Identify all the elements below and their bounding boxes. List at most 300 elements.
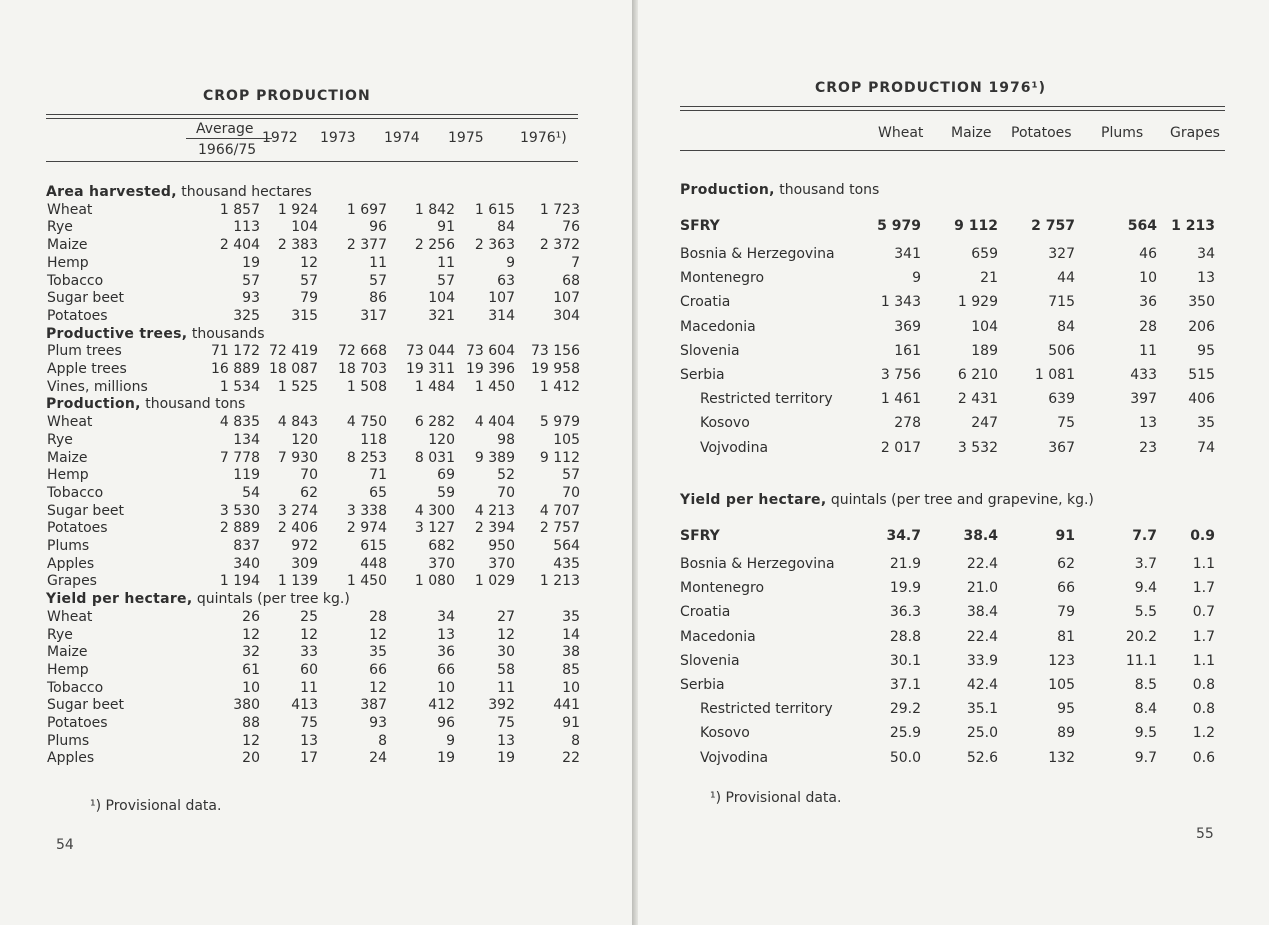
- table-cell: 9: [912, 270, 921, 287]
- table-cell: 341: [894, 246, 921, 262]
- table-cell: 1 194: [219, 573, 260, 590]
- table-cell: 71: [369, 467, 387, 484]
- table-cell: 32: [242, 644, 260, 661]
- table-cell: 35: [562, 608, 580, 625]
- table-cell: 16 889: [211, 361, 260, 377]
- table-cell: 1 450: [474, 378, 515, 395]
- right-page: [638, 0, 1269, 925]
- table-cell: 76: [562, 219, 580, 236]
- table-cell: 309: [291, 555, 318, 572]
- table-cell: 91: [562, 715, 580, 731]
- table-cell: 105: [553, 431, 580, 448]
- table-cell: 11: [497, 679, 515, 696]
- table-cell: 57: [437, 272, 455, 289]
- table-cell: 70: [497, 484, 515, 501]
- table-cell: 2 757: [539, 520, 580, 537]
- left-page: [0, 0, 632, 925]
- table-cell: 448: [360, 555, 387, 572]
- table-cell: 79: [300, 290, 318, 307]
- table-cell: 93: [242, 290, 260, 307]
- left-page-title: CROP PRODUCTION: [203, 88, 371, 104]
- table-cell: 10: [242, 679, 260, 696]
- table-cell: 46: [1139, 246, 1157, 262]
- row-label: Rye: [47, 626, 73, 643]
- table-cell: 1 615: [474, 201, 515, 218]
- section-heading-label: Area harvested,: [46, 184, 177, 200]
- table-cell: 50.0: [889, 749, 921, 766]
- table-cell: 21.0: [966, 580, 998, 597]
- table-cell: 4 750: [346, 414, 387, 431]
- row-label: Kosovo: [700, 725, 750, 742]
- section-heading: [46, 184, 312, 200]
- table-cell: 1 924: [277, 201, 318, 218]
- table-cell: 5 979: [539, 414, 580, 431]
- section-heading: [680, 182, 879, 198]
- table-cell: 315: [291, 307, 318, 324]
- section-heading: [680, 492, 1094, 508]
- table-cell: 28: [369, 608, 387, 625]
- table-cell: 367: [1048, 439, 1075, 456]
- section-heading-unit: thousands: [187, 325, 265, 342]
- table-cell: 35: [369, 644, 387, 661]
- column-header: Potatoes: [1011, 125, 1072, 141]
- table-cell: 0.7: [1192, 604, 1215, 621]
- table-cell: 22.4: [966, 556, 998, 572]
- table-cell: 247: [971, 415, 998, 432]
- table-cell: 1 723: [539, 201, 580, 218]
- table-cell: 26: [242, 608, 260, 625]
- table-cell: 2 404: [219, 237, 260, 254]
- header-rule-top: [46, 114, 578, 115]
- table-cell: 71 172: [211, 343, 260, 360]
- table-cell: 38.4: [966, 604, 998, 621]
- table-cell: 18 087: [269, 361, 318, 377]
- table-cell: 1.2: [1192, 725, 1215, 742]
- table-cell: 1.1: [1192, 652, 1215, 669]
- table-cell: 34.7: [886, 528, 921, 544]
- table-cell: 8 253: [346, 449, 387, 466]
- row-label: Kosovo: [700, 415, 750, 432]
- table-cell: 564: [1127, 218, 1157, 234]
- table-cell: 1 525: [277, 378, 318, 395]
- table-cell: 340: [233, 555, 260, 572]
- row-label: Serbia: [680, 677, 725, 693]
- right-header-rule-top-2: [680, 110, 1225, 111]
- table-cell: 304: [553, 307, 580, 324]
- section-heading-unit: quintals (per tree and grapevine, kg.): [826, 492, 1094, 508]
- header-rule-top-2: [46, 118, 578, 119]
- table-cell: 3 530: [219, 502, 260, 519]
- table-cell: 1 080: [414, 573, 455, 590]
- table-cell: 9: [446, 732, 455, 749]
- row-label: Vojvodina: [700, 749, 769, 766]
- table-cell: 837: [233, 538, 260, 554]
- table-cell: 387: [360, 697, 387, 714]
- table-cell: 0.6: [1192, 749, 1215, 766]
- table-cell: 19 311: [406, 361, 455, 377]
- header-year: 1975: [448, 130, 484, 146]
- table-cell: 37.1: [889, 677, 921, 693]
- table-cell: 321: [428, 307, 455, 324]
- table-cell: 89: [1057, 725, 1075, 742]
- table-cell: 1 343: [880, 294, 921, 311]
- table-cell: 4 300: [414, 502, 455, 519]
- table-cell: 25: [300, 608, 318, 625]
- table-cell: 62: [300, 484, 318, 501]
- table-cell: 278: [894, 415, 921, 432]
- table-cell: 24: [369, 750, 387, 767]
- table-cell: 5 979: [877, 218, 921, 234]
- section-heading: [46, 396, 245, 412]
- table-cell: 1 213: [1171, 218, 1215, 234]
- row-label: Hemp: [47, 661, 89, 678]
- table-cell: 59: [437, 484, 455, 501]
- table-cell: 72 668: [338, 343, 387, 360]
- table-cell: 19.9: [889, 580, 921, 597]
- table-cell: 23: [1139, 439, 1157, 456]
- header-year: 1972: [262, 130, 298, 146]
- left-page-number: 54: [56, 837, 74, 853]
- right-footnote: ¹) Provisional data.: [710, 790, 842, 806]
- row-label: Wheat: [47, 201, 93, 218]
- table-cell: 2 372: [539, 237, 580, 254]
- table-cell: 95: [1057, 701, 1075, 718]
- table-cell: 28: [1139, 318, 1157, 335]
- table-cell: 57: [300, 272, 318, 289]
- left-footnote: ¹) Provisional data.: [90, 798, 222, 814]
- table-cell: 4 213: [474, 502, 515, 519]
- row-label: Potatoes: [47, 307, 108, 324]
- table-cell: 61: [242, 661, 260, 678]
- table-cell: 30: [497, 644, 515, 661]
- table-cell: 397: [1130, 391, 1157, 408]
- table-cell: 19: [497, 750, 515, 767]
- table-cell: 3.7: [1134, 556, 1157, 572]
- section-heading-unit: thousand tons: [140, 396, 246, 413]
- table-cell: 0.8: [1192, 677, 1215, 693]
- table-cell: 14: [562, 626, 580, 643]
- table-cell: 2 017: [880, 439, 921, 456]
- table-cell: 62: [1057, 556, 1075, 572]
- table-cell: 27: [497, 608, 515, 625]
- table-cell: 63: [497, 272, 515, 289]
- table-cell: 42.4: [966, 677, 998, 693]
- header-average-top: Average: [196, 121, 254, 137]
- table-cell: 564: [553, 538, 580, 554]
- table-cell: 123: [1048, 652, 1075, 669]
- table-cell: 1 139: [277, 573, 318, 590]
- table-cell: 0.9: [1190, 528, 1215, 544]
- table-cell: 1 213: [539, 573, 580, 590]
- table-cell: 6 282: [414, 414, 455, 431]
- table-cell: 1 081: [1034, 367, 1075, 383]
- row-label: Sugar beet: [47, 697, 125, 714]
- table-cell: 7.7: [1132, 528, 1157, 544]
- table-cell: 9.4: [1134, 580, 1157, 597]
- row-label: Rye: [47, 431, 73, 448]
- section-heading-unit: thousand hectares: [176, 184, 312, 200]
- table-cell: 12: [300, 254, 318, 271]
- table-cell: 1 461: [880, 391, 921, 408]
- table-cell: 9.5: [1134, 725, 1157, 742]
- row-label: Apple trees: [47, 361, 127, 377]
- section-heading-label: Productive trees,: [46, 325, 188, 342]
- section-heading-label: Yield per hectare,: [680, 492, 827, 508]
- table-cell: 134: [233, 431, 260, 448]
- table-cell: 6 210: [957, 367, 998, 383]
- column-header: Grapes: [1170, 125, 1220, 141]
- row-label: SFRY: [680, 218, 720, 234]
- table-cell: 3 756: [880, 367, 921, 383]
- table-cell: 95: [1197, 342, 1215, 359]
- table-cell: 2 377: [346, 237, 387, 254]
- table-cell: 104: [428, 290, 455, 307]
- table-cell: 70: [562, 484, 580, 501]
- table-cell: 36: [1139, 294, 1157, 311]
- table-cell: 57: [242, 272, 260, 289]
- table-cell: 1 412: [539, 378, 580, 395]
- table-cell: 206: [1188, 318, 1215, 335]
- table-cell: 25.0: [966, 725, 998, 742]
- table-cell: 98: [497, 431, 515, 448]
- table-cell: 34: [1197, 246, 1215, 262]
- table-cell: 11.1: [1125, 652, 1157, 669]
- table-cell: 4 835: [219, 414, 260, 431]
- table-cell: 52.6: [966, 749, 998, 766]
- table-cell: 9 112: [954, 218, 998, 234]
- right-header-rule-bottom: [680, 150, 1225, 151]
- table-cell: 3 532: [957, 439, 998, 456]
- table-cell: 34: [437, 608, 455, 625]
- table-cell: 73 156: [531, 343, 580, 360]
- table-cell: 52: [497, 467, 515, 484]
- table-cell: 406: [1188, 391, 1215, 408]
- table-cell: 85: [562, 661, 580, 678]
- table-cell: 1 929: [957, 294, 998, 311]
- table-cell: 75: [1057, 415, 1075, 432]
- table-cell: 10: [1139, 270, 1157, 287]
- section-heading: [46, 591, 350, 607]
- table-cell: 88: [242, 715, 260, 731]
- row-label: Sugar beet: [47, 502, 125, 519]
- table-cell: 120: [428, 431, 455, 448]
- table-cell: 7 778: [219, 449, 260, 466]
- table-cell: 12: [242, 626, 260, 643]
- table-cell: 13: [497, 732, 515, 749]
- table-cell: 25.9: [889, 725, 921, 742]
- row-label: Plum trees: [47, 343, 122, 360]
- table-cell: 36: [437, 644, 455, 661]
- table-cell: 66: [1057, 580, 1075, 597]
- table-cell: 325: [233, 307, 260, 324]
- table-cell: 19 958: [531, 361, 580, 377]
- table-cell: 33.9: [966, 652, 998, 669]
- table-cell: 327: [1048, 246, 1075, 262]
- table-cell: 1 697: [346, 201, 387, 218]
- row-label: Tobacco: [47, 679, 104, 696]
- row-label: Hemp: [47, 254, 89, 271]
- row-label: Plums: [47, 538, 90, 554]
- table-cell: 1 450: [346, 573, 387, 590]
- table-cell: 75: [300, 715, 318, 731]
- table-cell: 4 404: [474, 414, 515, 431]
- table-cell: 11: [1139, 342, 1157, 359]
- table-cell: 659: [971, 246, 998, 262]
- table-cell: 73 044: [406, 343, 455, 360]
- table-cell: 12: [497, 626, 515, 643]
- table-cell: 113: [233, 219, 260, 236]
- table-cell: 118: [360, 431, 387, 448]
- table-cell: 1 508: [346, 378, 387, 395]
- table-cell: 412: [428, 697, 455, 714]
- table-cell: 2 363: [474, 237, 515, 254]
- table-cell: 13: [300, 732, 318, 749]
- table-cell: 380: [233, 697, 260, 714]
- table-cell: 18 703: [338, 361, 387, 377]
- column-header: Plums: [1101, 125, 1144, 141]
- row-label: Slovenia: [680, 342, 740, 359]
- table-cell: 107: [488, 290, 515, 307]
- table-cell: 12: [369, 679, 387, 696]
- table-cell: 75: [497, 715, 515, 731]
- table-cell: 132: [1048, 749, 1075, 766]
- header-rule-bottom: [46, 161, 578, 162]
- table-cell: 12: [300, 626, 318, 643]
- table-cell: 370: [488, 555, 515, 572]
- table-cell: 107: [553, 290, 580, 307]
- row-label: Croatia: [680, 604, 731, 621]
- table-cell: 9.7: [1134, 749, 1157, 766]
- table-cell: 11: [437, 254, 455, 271]
- row-label: Montenegro: [680, 270, 765, 287]
- table-cell: 506: [1048, 342, 1075, 359]
- table-cell: 2 431: [957, 391, 998, 408]
- column-header: Maize: [951, 125, 992, 141]
- row-label: Vines, millions: [47, 378, 148, 395]
- table-cell: 3 274: [277, 502, 318, 519]
- row-label: Tobacco: [47, 484, 104, 501]
- table-cell: 105: [1048, 677, 1075, 693]
- table-cell: 22.4: [966, 628, 998, 645]
- table-cell: 2 406: [277, 520, 318, 537]
- table-cell: 2 394: [474, 520, 515, 537]
- table-cell: 10: [437, 679, 455, 696]
- row-label: Tobacco: [47, 272, 104, 289]
- table-cell: 73 604: [466, 343, 515, 360]
- column-header: Wheat: [878, 125, 924, 141]
- right-page-title: CROP PRODUCTION 1976¹): [815, 80, 1047, 96]
- table-cell: 392: [488, 697, 515, 714]
- table-cell: 8.5: [1134, 677, 1157, 693]
- table-cell: 433: [1130, 367, 1157, 383]
- row-label: Restricted territory: [700, 701, 833, 718]
- table-cell: 4 843: [277, 414, 318, 431]
- table-cell: 639: [1048, 391, 1075, 408]
- table-cell: 104: [971, 318, 998, 335]
- table-cell: 435: [553, 555, 580, 572]
- table-cell: 8.4: [1134, 701, 1157, 718]
- table-cell: 21.9: [889, 556, 921, 572]
- table-cell: 86: [369, 290, 387, 307]
- table-cell: 10: [562, 679, 580, 696]
- table-cell: 1 029: [474, 573, 515, 590]
- table-cell: 4 707: [539, 502, 580, 519]
- table-cell: 13: [1139, 415, 1157, 432]
- table-cell: 9: [506, 254, 515, 271]
- table-cell: 84: [1057, 318, 1075, 335]
- row-label: Maize: [47, 644, 88, 661]
- table-cell: 79: [1057, 604, 1075, 621]
- table-cell: 615: [360, 538, 387, 554]
- table-cell: 72 419: [269, 343, 318, 360]
- row-label: Croatia: [680, 294, 731, 311]
- table-cell: 413: [291, 697, 318, 714]
- table-cell: 5.5: [1134, 604, 1157, 621]
- header-year: 1974: [384, 130, 420, 146]
- table-cell: 12: [369, 626, 387, 643]
- table-cell: 350: [1188, 294, 1215, 311]
- row-label: Maize: [47, 237, 88, 254]
- row-label: Hemp: [47, 467, 89, 484]
- header-average-underline: [186, 138, 272, 139]
- table-cell: 369: [894, 318, 921, 335]
- table-cell: 7 930: [277, 449, 318, 466]
- row-label: Potatoes: [47, 715, 108, 731]
- table-cell: 22: [562, 750, 580, 767]
- table-cell: 1 842: [414, 201, 455, 218]
- table-cell: 8: [571, 732, 580, 749]
- table-cell: 3 127: [414, 520, 455, 537]
- table-cell: 44: [1057, 270, 1075, 287]
- row-label: Wheat: [47, 608, 93, 625]
- header-year: 1976¹): [520, 130, 567, 146]
- table-cell: 8 031: [414, 449, 455, 466]
- table-cell: 30.1: [889, 652, 921, 669]
- row-label: Plums: [47, 732, 90, 749]
- table-cell: 1 857: [219, 201, 260, 218]
- table-cell: 36.3: [889, 604, 921, 621]
- table-cell: 33: [300, 644, 318, 661]
- table-cell: 17: [300, 750, 318, 767]
- row-label: Restricted territory: [700, 391, 833, 408]
- table-cell: 66: [437, 661, 455, 678]
- table-cell: 1.1: [1192, 556, 1215, 572]
- table-cell: 29.2: [889, 701, 921, 718]
- table-cell: 81: [1057, 628, 1075, 645]
- right-page-number: 55: [1196, 826, 1214, 842]
- table-cell: 12: [242, 732, 260, 749]
- table-cell: 84: [497, 219, 515, 236]
- row-label: Montenegro: [680, 580, 765, 597]
- table-cell: 314: [488, 307, 515, 324]
- table-cell: 7: [571, 254, 580, 271]
- table-cell: 65: [369, 484, 387, 501]
- table-cell: 38: [562, 644, 580, 661]
- table-cell: 68: [562, 272, 580, 289]
- table-cell: 1.7: [1192, 580, 1215, 597]
- row-label: Bosnia & Herzegovina: [680, 246, 835, 262]
- table-cell: 120: [291, 431, 318, 448]
- section-heading-label: Production,: [46, 396, 141, 413]
- section-heading-label: Yield per hectare,: [46, 591, 193, 608]
- row-label: Wheat: [47, 414, 93, 431]
- table-cell: 2 974: [346, 520, 387, 537]
- table-cell: 57: [562, 467, 580, 484]
- table-cell: 28.8: [889, 628, 921, 645]
- row-label: Macedonia: [680, 628, 756, 645]
- table-cell: 0.8: [1192, 701, 1215, 718]
- table-cell: 13: [1197, 270, 1215, 287]
